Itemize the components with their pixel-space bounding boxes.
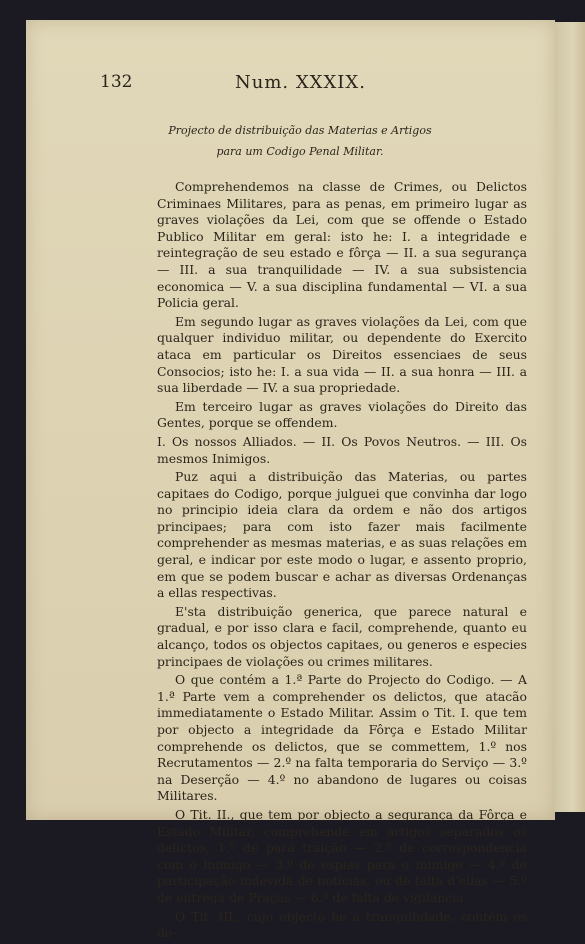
paragraph-title-two: O Tit. II., que tem por objecto a segurança da Fôrça e Estado Militar, comprehende em artigos separados os delictos; 1.º de para traição — 2.º de correspondencia com o inimigo — 3.º de espias para o inimigo — 4.º de participação indevida de noticias, ou de falta d'ellas — 5.º de entrega de Praças — 6.º de falta de vigilancia. xyxy=(157,806,527,905)
paragraph-third-place: Em terceiro lugar as graves violações do Direito das Gentes, porque se offendem. xyxy=(157,398,527,431)
page-header xyxy=(100,72,520,102)
running-head: Num. XXXIX. xyxy=(235,72,366,93)
paragraph-distribution: Puz aqui a distribuição das Materias, ou partes capitaes do Codigo, porque julguei que convinha dar logo no principio ideia clara da ordem e não dos artigos principaes; para com isto fazer mais facilmente comprehender as mesmas materias, e as suas relações em geral, e indicar por este modo o lugar, e assento proprio, em que se podem buscar e achar as diversas Ordenanças a ellas respectivas. xyxy=(157,469,527,601)
adjacent-page-edge xyxy=(555,22,585,812)
body-text xyxy=(157,179,527,944)
paragraph-second-place: Em segundo lugar as graves violações da Lei, com que qualquer individuo militar, ou dependente do Exercito ataca em particular os Direitos essenciaes de seus Consocios; isto he: I. a sua vida — II. a sua honra — III. a sua liberdade — IV. a sua propriedade. xyxy=(157,313,527,396)
section-title-line-1: Projecto de distribuição das Materias e Artigos xyxy=(168,124,432,137)
page-number: 132 xyxy=(100,72,133,92)
paragraph-part-one: O que contém a 1.ª Parte do Projecto do Codigo. — A 1.ª Parte vem a comprehender os delictos, que atacão immediatamente o Estado Militar. Assim o Tit. I. que tem por objecto a integridade da Fôrça e Estado Militar comprehende os delictos, que se commettem, 1.º nos Recrutamentos — 2.º na falta temporaria do Serviço — 3.º na Deserção — 4.º no abandono de lugares ou coisas Militares. xyxy=(157,672,527,804)
section-title-line-2: para um Codigo Penal Militar. xyxy=(216,145,384,158)
paragraph-generic-distribution: E'sta distribuição generica, que parece natural e gradual, e por isso clara e facil, comprehende, quanto eu alcanço, todos os objectos capitaes, ou generos e especies principaes de violações ou crimes militares. xyxy=(157,603,527,669)
paragraph-nations-list: I. Os nossos Alliados. — II. Os Povos Neutros. — III. Os mesmos Inimigos. xyxy=(157,433,527,466)
paragraph-crimes-classes: Comprehendemos na classe de Crimes, ou Delictos Criminaes Militares, para as penas, em primeiro lugar as graves violações da Lei, com que se offende o Estado Publico Militar em geral: isto he: I. a integridade e reintegração de seu estado e fôrça — II. a sua segurança — III. a sua tranquilidade — IV. a sua subsistencia economica — V. a sua disciplina fundamental — VI. a sua Policia geral. xyxy=(157,179,527,311)
paragraph-title-three: O Tit. III., cujo objecto he a tranquilidade, contém os de- xyxy=(157,908,527,941)
